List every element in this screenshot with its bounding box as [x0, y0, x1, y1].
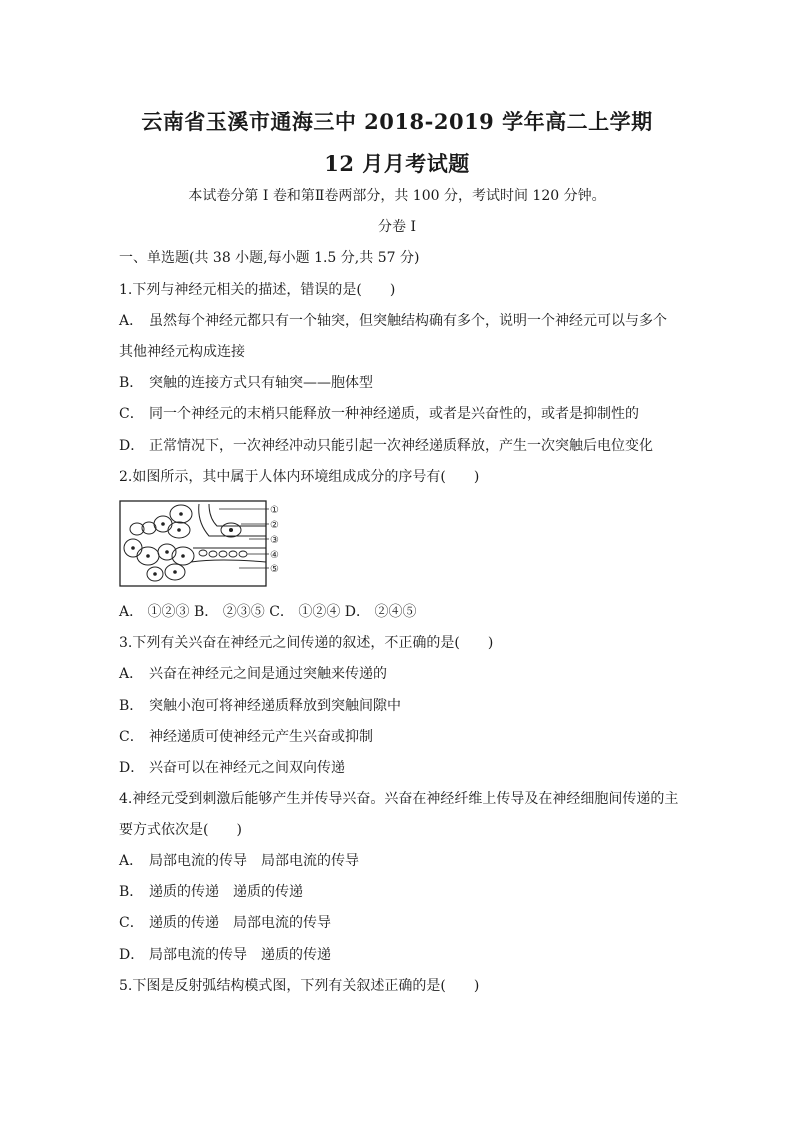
question-4-option-b — [119, 883, 303, 901]
figure-label-1: ① — [270, 505, 279, 516]
section-label: 分卷 I — [378, 219, 416, 235]
option-label: B． — [119, 698, 144, 714]
option-text: 兴奋可以在神经元之间双向传递 — [149, 760, 345, 776]
option-text: 神经递质可使神经元产生兴奋或抑制 — [149, 729, 373, 745]
option-label: C． — [119, 729, 144, 745]
question-3-option-b — [119, 697, 401, 715]
question-3-option-d — [119, 759, 345, 777]
figure-label-5: ⑤ — [270, 564, 279, 575]
figure-label-2: ② — [270, 520, 279, 531]
option-label: C． — [119, 406, 144, 422]
figure-label-3: ③ — [270, 535, 279, 546]
option-label: A． — [119, 666, 144, 682]
option-text: 突触的连接方式只有轴突——胞体型 — [149, 375, 373, 391]
part-heading: 一、单选题(共 38 小题,每小题 1.5 分,共 57 分) — [119, 250, 420, 266]
option-label: B． — [119, 884, 144, 900]
option-text: 虽然每个神经元都只有一个轴突，但突触结构确有多个，说明一个神经元可以与多个 — [149, 313, 667, 329]
question-3-stem: 3.下列有关兴奋在神经元之间传递的叙述，不正确的是( ) — [119, 635, 494, 651]
option-text: 递质的传递 递质的传递 — [149, 884, 303, 900]
option-text: 同一个神经元的末梢只能释放一种神经递质，或者是兴奋性的，或者是抑制性的 — [149, 406, 639, 422]
exam-intro: 本试卷分第 I 卷和第Ⅱ卷两部分，共 100 分，考试时间 120 分钟。 — [188, 188, 606, 204]
diagram-border — [120, 501, 266, 586]
question-1-option-b — [119, 374, 373, 392]
question-3-option-a — [119, 665, 387, 683]
figure-label-4: ④ — [270, 550, 279, 561]
question-4-option-c — [119, 914, 331, 932]
question-2-stem: 2.如图所示，其中属于人体内环境组成成分的序号有( ) — [119, 469, 480, 485]
question-4-option-d — [119, 946, 331, 964]
option-label: B． — [119, 375, 144, 391]
option-text: 兴奋在神经元之间是通过突触来传递的 — [149, 666, 387, 682]
option-label: C． — [119, 915, 144, 931]
option-label: A． — [119, 313, 144, 329]
option-label: D． — [119, 760, 145, 776]
document-title-line1: 云南省玉溪市通海三中 2018-2019 学年高二上学期 — [141, 109, 653, 134]
question-3-option-c — [119, 728, 373, 746]
question-4-stem-cont: 要方式依次是( ) — [119, 822, 242, 838]
question-1-option-d — [119, 437, 653, 455]
option-text: 局部电流的传导 局部电流的传导 — [149, 853, 359, 869]
option-label: A． — [119, 853, 144, 869]
document-title-line2: 12 月月考试题 — [324, 151, 470, 176]
option-label: D． — [119, 438, 145, 454]
question-1-stem: 1.下列与神经元相关的描述，错误的是( ) — [119, 282, 396, 298]
question-1-option-a-cont: 其他神经元构成连接 — [119, 344, 245, 360]
question-1-option-c — [119, 405, 639, 423]
option-text: 局部电流的传导 递质的传递 — [149, 947, 331, 963]
option-text: 正常情况下，一次神经冲动只能引起一次神经递质释放，产生一次突触后电位变化 — [149, 438, 653, 454]
tissue-diagram — [119, 500, 289, 587]
question-5-stem: 5.下图是反射弧结构模式图，下列有关叙述正确的是( ) — [119, 978, 480, 994]
option-label: D． — [119, 947, 145, 963]
question-1-option-a — [119, 312, 667, 330]
option-text: 递质的传递 局部电流的传导 — [149, 915, 331, 931]
option-text: 突触小泡可将神经递质释放到突触间隙中 — [149, 698, 401, 714]
question-4-option-a — [119, 852, 359, 870]
question-2-options: A． ①②③ B． ②③⑤ C． ①②④ D． ②④⑤ — [119, 604, 417, 620]
question-4-stem: 4.神经元受到刺激后能够产生并传导兴奋。兴奋在神经纤维上传导及在神经细胞间传递的主 — [119, 791, 679, 807]
